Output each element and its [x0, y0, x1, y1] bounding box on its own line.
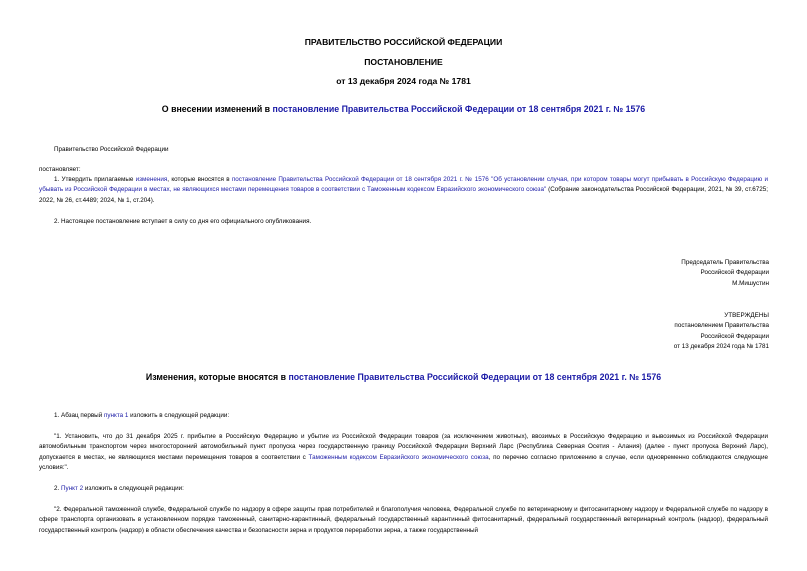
document-title [0, 104, 807, 114]
change-1-paragraph [54, 411, 229, 421]
changes-title-decree-link[interactable]: постановление Правительства Российской Федерации от 18 сентября 2021 г. № 1576 [288, 372, 662, 382]
document-type: ПОСТАНОВЛЕНИЕ [364, 57, 443, 67]
approved-date: от 13 декабря 2024 года № 1781 [673, 343, 769, 351]
amended-decree-link[interactable]: постановление Правительства Российской Федерации от 18 сентября 2021 г. № 1576 [272, 104, 646, 114]
government-heading: ПРАВИТЕЛЬСТВО РОССИЙСКОЙ ФЕДЕРАЦИИ [304, 37, 503, 47]
approved-organization: Российской Федерации [700, 332, 769, 340]
item-1-text-a: 1. Утвердить прилагаемые [54, 176, 136, 183]
quote-1-paragraph [39, 432, 768, 474]
change-2-text-a: 2. [54, 485, 62, 492]
issuer-text: Правительство Российской Федерации [54, 146, 169, 153]
point-1-link[interactable]: пункта 1 [103, 412, 129, 419]
signature-organization: Российской Федерации [700, 269, 769, 277]
item-2-paragraph: 2. Настоящее постановление вступает в силу со дня его официального опубликования. [54, 218, 312, 225]
quote-1-text-a: "1. Установить, что до 31 декабря 2025 г. прибытие в Российскую Федерацию и убытие из Российской Федерации товаров (за исключением животных), ввозимых в Российскую Федерацию и вывозимых из Российской Федерации автомобильным транспортом через многосторонний автомобильный пункт пропуска через государственную границу Российской Федерации Верхний Ларс (Республика Северная Осетия - Алания) (далее - пункт пропуска Верхний Ларс), допускается в местах, не являющихся местами перемещения товаров в соответствии с [39, 433, 768, 461]
change-1-text-a: 1. Абзац первый [54, 412, 104, 419]
signature-position: Председатель Правительства [681, 259, 769, 266]
customs-code-link[interactable]: Таможенным кодексом Евразийского экономического союза [308, 453, 489, 461]
approval-stamp-block [674, 311, 769, 353]
quote-2-paragraph: "2. Федеральной таможенной службе, Федеральной службе по надзору в сфере защиты прав потребителей и благополучия человека, Федеральной службе по ветеринарному и фитосанитарному надзору и Федеральной службе по надзору в сфере транспорта организовать в установленном порядке таможенный, санитарно-карантинный, федеральный государственный карантинный фитосанитарный, федеральный государственный ветеринарный контроль (надзор), федеральный государственный контроль (надзор) в области обеспечения качества и безопасности зерна и продуктов переработки зерна, а также государственный [39, 506, 768, 534]
changes-title [0, 372, 807, 382]
changes-title-prefix: Изменения, которые вносятся в [145, 372, 289, 382]
approved-by: постановлением Правительства [674, 322, 769, 330]
decree-1576-link[interactable]: постановление Правительства Российской Федерации от 18 сентября 2021 г. № 1576 "Об установлении случая, при котором товары могут прибывать в Российскую Федерацию и убывать из Российской Федерации в местах, не являющихся местами перемещения товаров в соответствии с Таможенным кодексом Евразийского экономического союза" [39, 176, 769, 194]
changes-link[interactable]: изменения [135, 176, 168, 183]
signature-block [681, 258, 769, 289]
document-date-number: от 13 декабря 2024 года № 1781 [336, 76, 471, 86]
quote-1-text-b: , по перечню согласно приложению в случае, если одновременно соблюдаются следующие условия:". [39, 453, 769, 472]
item-1-text-b: , которые вносятся в [167, 176, 232, 183]
item-1-text-c: (Собрание законодательства Российской Федерации, 2021, № 39, ст.6725; 2022, № 26, ст.4489; 2024, № 1, ст.204). [39, 186, 769, 204]
point-2-link[interactable]: Пункт 2 [61, 485, 84, 492]
decides-text: постановляет: [39, 166, 81, 173]
change-2-paragraph [54, 484, 184, 494]
change-1-text-b: изложить в следующей редакции: [128, 412, 230, 419]
change-2-text-b: изложить в следующей редакции: [83, 485, 184, 492]
approved-label: УТВЕРЖДЕНЫ [724, 312, 769, 319]
item-1-paragraph [39, 175, 768, 206]
document-title-prefix: О внесении изменений в [161, 104, 273, 114]
signature-name: М.Мишустин [732, 279, 769, 287]
